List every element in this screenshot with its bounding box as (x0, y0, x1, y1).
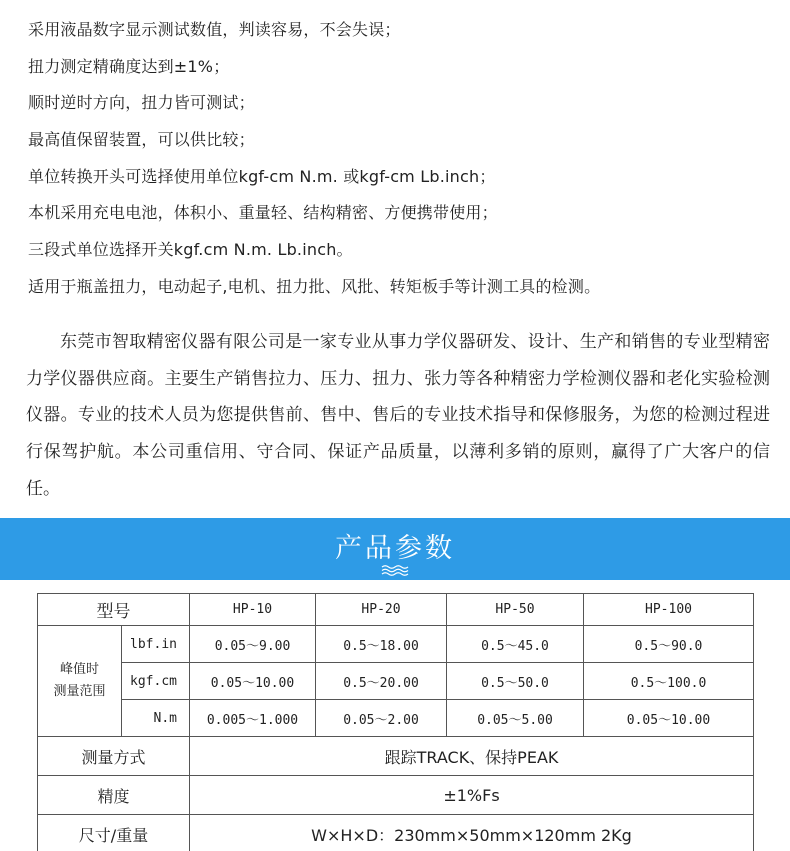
size-label: 尺寸/重量 (38, 815, 190, 851)
mode-label: 测量方式 (38, 737, 190, 776)
section-title: 产品参数 (335, 533, 455, 564)
feature-item: 最高值保留装置，可以供比较； (28, 130, 255, 150)
feature-item: 顺时逆时方向，扭力皆可测试； (28, 93, 255, 113)
table-row (38, 626, 754, 663)
range-cell: 0.5～100.0 (584, 663, 754, 700)
range-cell: 0.5～50.0 (447, 663, 584, 700)
accuracy-value: ±1%Fs (190, 776, 754, 815)
table-row (38, 737, 754, 776)
range-cell: 0.5～18.00 (316, 626, 447, 663)
table-row (38, 663, 754, 700)
table-row (38, 700, 754, 737)
feature-item: 单位转换开头可选择使用单位kgf-cm N.m. 或kgf-cm Lb.inch； (28, 166, 496, 186)
table-row (38, 815, 754, 851)
model-label: 型号 (38, 594, 190, 626)
unit-cell: lbf.in (122, 626, 190, 663)
range-cell: 0.5～90.0 (584, 626, 754, 663)
table-row (38, 776, 754, 815)
range-cell: 0.05～2.00 (316, 700, 447, 737)
range-cell: 0.5～45.0 (447, 626, 584, 663)
range-cell: 0.05～5.00 (447, 700, 584, 737)
feature-item: 适用于瓶盖扭力，电动起子,电机、扭力批、风批、转矩板手等计测工具的检测。 (28, 276, 601, 296)
product-parameter-table (37, 593, 754, 851)
range-cell: 0.05～10.00 (584, 700, 754, 737)
range-cell: 0.5～20.00 (316, 663, 447, 700)
model-cell: HP-20 (316, 594, 447, 626)
feature-item: 采用液晶数字显示测试数值，判读容易，不会失误； (28, 20, 401, 39)
model-cell: HP-50 (447, 594, 584, 626)
unit-cell: N.m (122, 700, 190, 737)
wave-icon (381, 564, 409, 576)
range-label (38, 626, 122, 737)
table-row (38, 594, 754, 626)
section-banner (0, 518, 790, 580)
unit-cell: kgf.cm (122, 663, 190, 700)
feature-item: 本机采用充电电池，体积小、重量轻、结构精密、方便携带使用； (28, 203, 498, 223)
range-label-line2: 测量范围 (53, 684, 106, 699)
feature-item: 三段式单位选择开关kgf.cm N.m. Lb.inch。 (28, 240, 353, 260)
mode-value: 跟踪TRACK、保持PEAK (190, 737, 754, 776)
model-cell: HP-100 (584, 594, 754, 626)
feature-item: 扭力测定精确度达到±1%； (28, 56, 230, 76)
company-description: 东莞市智取精密仪器有限公司是一家专业从事力学仪器研发、设计、生产和销售的专业型精密力学仪器供应商。主要生产销售拉力、压力、扭力、张力等各种精密力学检测仪器和老化实验检测仪器。专业的技术人员为您提供售前、售中、售后的专业技术指导和保修服务，为您的检测过程进行保驾护航。本公司重信用、守合同、保证产品质量，以薄利多销的原则，赢得了广大客户的信任。 (26, 332, 770, 499)
feature-list (28, 12, 778, 306)
accuracy-label: 精度 (38, 776, 190, 815)
range-cell: 0.005～1.000 (190, 700, 316, 737)
range-label-line1: 峰值时 (59, 662, 99, 677)
range-cell: 0.05～10.00 (190, 663, 316, 700)
model-cell: HP-10 (190, 594, 316, 626)
range-cell: 0.05～9.00 (190, 626, 316, 663)
size-value: W×H×D：230mm×50mm×120mm 2Kg (190, 815, 754, 851)
